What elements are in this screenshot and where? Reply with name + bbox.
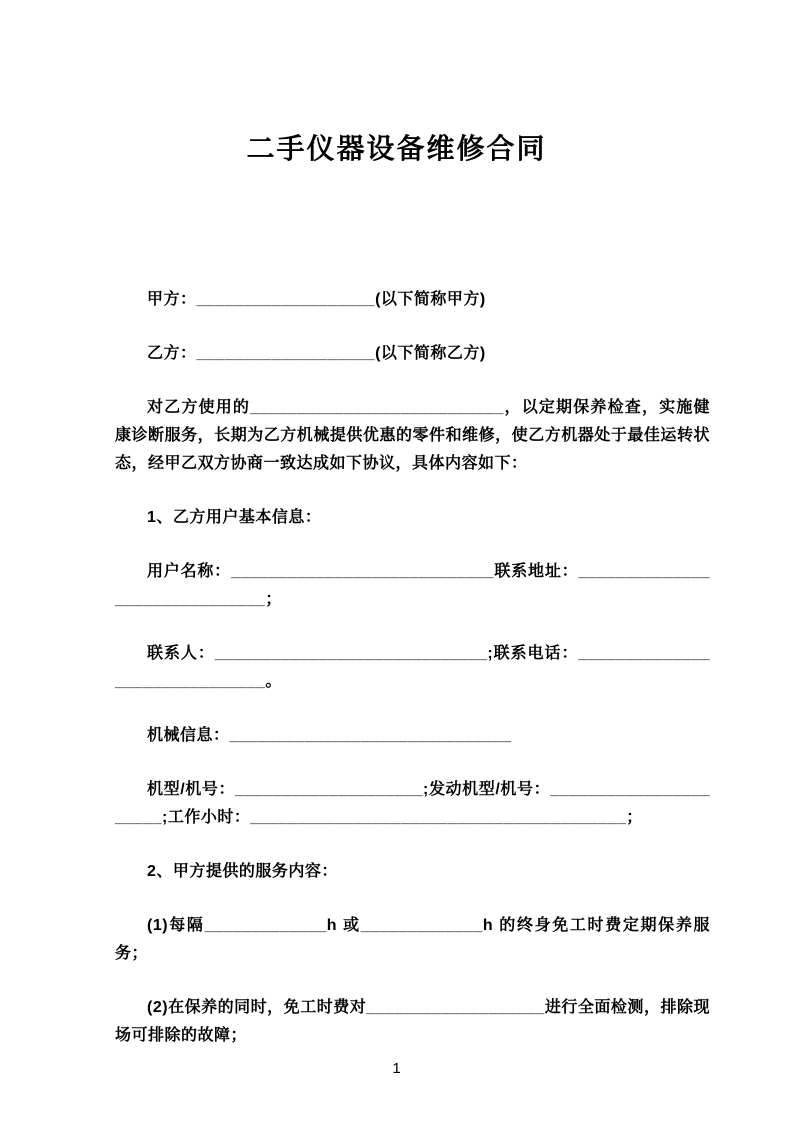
party-a-line: 甲方：___________________(以下简称甲方)	[147, 291, 486, 308]
machine-info-line: 机械信息：______________________________	[147, 727, 512, 744]
section-1-heading: 1、乙方用户基本信息：	[147, 509, 322, 526]
contact-line: 联系人：_____________________________;联系电话：______________________________。	[115, 645, 710, 690]
service-item-1: (1)每隔_____________h 或_____________h 的终身免工时费定期保养服务；	[115, 917, 710, 962]
section-2-heading: 2、甲方提供的服务内容：	[147, 863, 338, 880]
contract-title: 二手仪器设备维修合同	[246, 133, 547, 164]
machine-model-line: 机型/机号：____________________;发动机型/机号：______________________;工作小时：________________________________________；	[115, 781, 710, 826]
party-b-line: 乙方：___________________(以下简称乙方)	[147, 345, 486, 362]
page-number: 1	[392, 1060, 401, 1077]
document-body	[115, 286, 710, 1050]
service-item-2: (2)在保养的同时，免工时费对___________________进行全面检测，排除现场可排除的故障；	[115, 999, 710, 1044]
preamble-paragraph: 对乙方使用的___________________________，以定期保养检查，实施健康诊断服务，长期为乙方机械提供优惠的零件和维修，使乙方机器处于最佳运转状态，经甲乙双方协商一致达成如下协议，具体内容如下：	[115, 399, 710, 472]
user-name-line: 用户名称：____________________________联系地址：______________________________；	[115, 563, 710, 608]
